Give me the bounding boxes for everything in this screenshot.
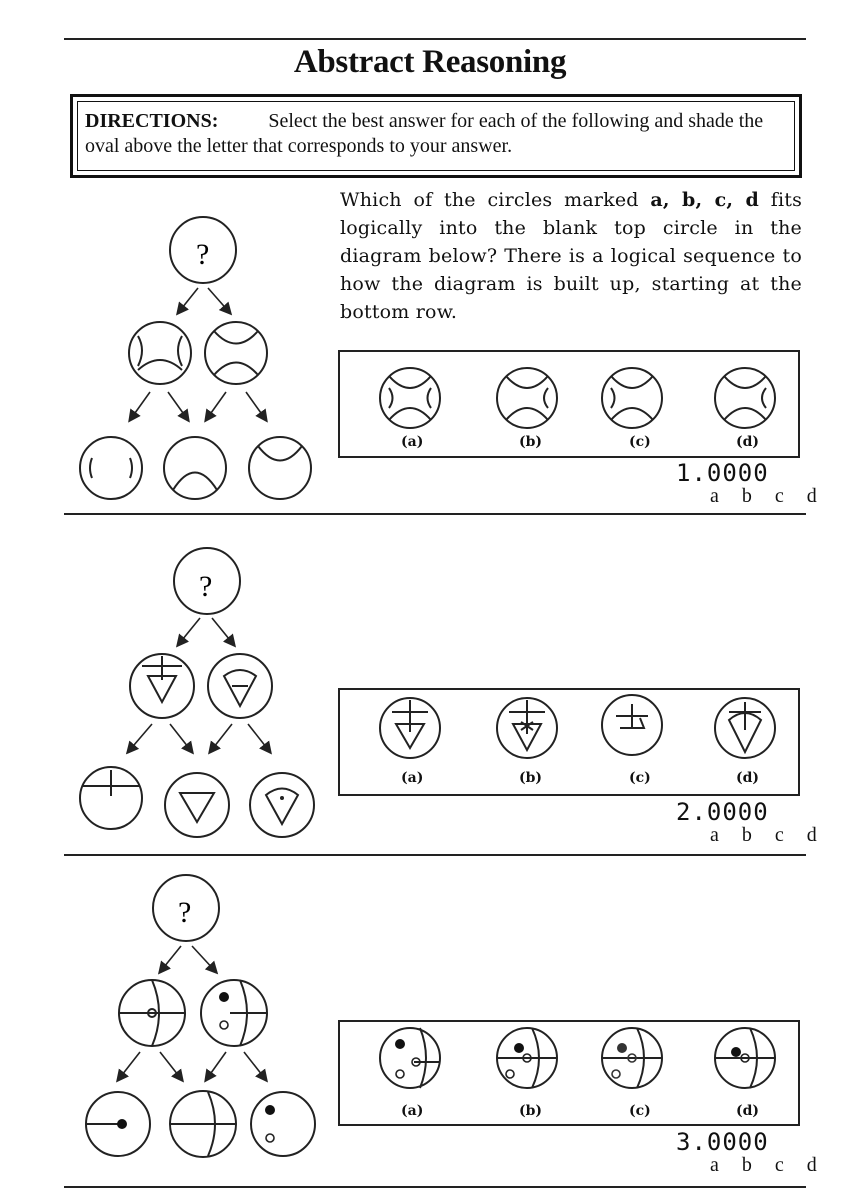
option-label-3a: (a) bbox=[401, 1103, 424, 1119]
option-label-1a: (a) bbox=[401, 434, 424, 450]
pyramid-1 bbox=[80, 217, 311, 499]
question-letters: a, b, c, d bbox=[650, 189, 759, 211]
arrow-1-b bbox=[208, 288, 230, 313]
answer-ovals-2[interactable]: 0000 bbox=[706, 798, 769, 826]
answer-number-2: 2. bbox=[676, 798, 707, 826]
answer-number-3: 3. bbox=[676, 1128, 707, 1156]
answer-number-1: 1. bbox=[676, 459, 707, 487]
arrow-1-f bbox=[246, 392, 266, 420]
page-title: Abstract Reasoning bbox=[293, 44, 567, 80]
pyramid-2 bbox=[80, 548, 314, 837]
options-3 bbox=[380, 1028, 775, 1088]
option-label-2a: (a) bbox=[401, 770, 424, 786]
question-suffix: fits logically into the blank top circle in the diagram below? There is a logical sequence to how the diagram is built up, starting at the bottom row. bbox=[340, 189, 803, 323]
options-1 bbox=[380, 368, 775, 428]
question-prefix: Which of the circles marked bbox=[340, 189, 639, 211]
pyramid-3 bbox=[86, 875, 315, 1157]
question-mark-1: ? bbox=[196, 238, 210, 271]
answer-letters-3: a b c d bbox=[710, 1154, 826, 1176]
option-label-2c: (c) bbox=[629, 770, 651, 786]
answer-letters-1: a b c d bbox=[710, 485, 826, 507]
arrow-1-a bbox=[178, 288, 198, 313]
directions-label: DIRECTIONS: bbox=[85, 110, 219, 132]
option-label-1c: (c) bbox=[629, 434, 651, 450]
option-label-2b: (b) bbox=[519, 770, 543, 786]
option-label-2d: (d) bbox=[736, 770, 760, 786]
question-mark-2: ? bbox=[199, 570, 213, 603]
answer-ovals-1[interactable]: 0000 bbox=[706, 459, 769, 487]
option-label-3c: (c) bbox=[629, 1103, 651, 1119]
answer-ovals-3[interactable]: 0000 bbox=[706, 1128, 769, 1156]
option-label-1d: (d) bbox=[736, 434, 760, 450]
directions-body: Select the best answer for each of the following and shade the oval above the letter that corresponds to your answer. bbox=[85, 110, 764, 157]
options-2 bbox=[380, 695, 775, 758]
arrow-1-c bbox=[130, 392, 150, 420]
answer-letters-2: a b c d bbox=[710, 824, 826, 846]
option-label-3b: (b) bbox=[519, 1103, 543, 1119]
question-mark-3: ? bbox=[178, 896, 192, 929]
option-label-3d: (d) bbox=[736, 1103, 760, 1119]
arrow-1-d bbox=[168, 392, 188, 420]
option-label-1b: (b) bbox=[519, 434, 543, 450]
mid-circle-1-left bbox=[129, 322, 191, 384]
arrow-1-e bbox=[206, 392, 226, 420]
